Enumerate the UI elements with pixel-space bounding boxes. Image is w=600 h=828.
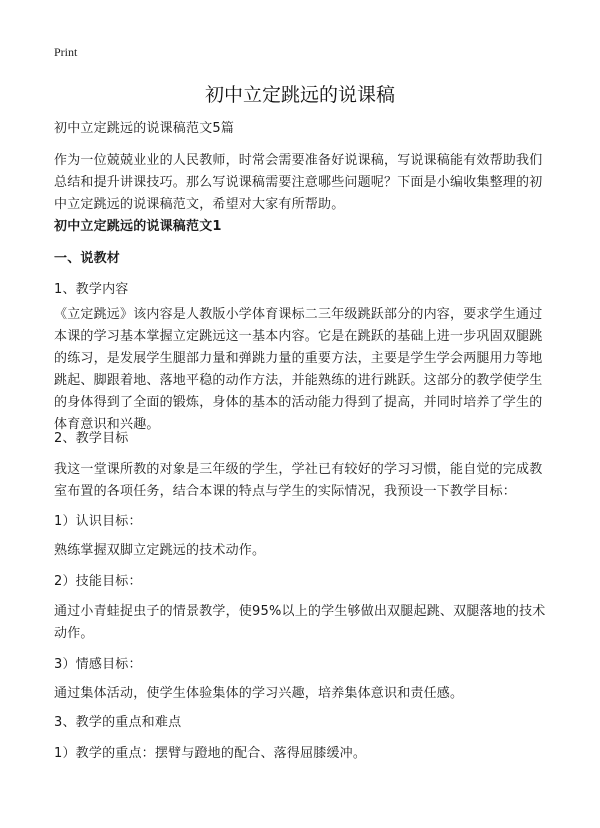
part1-heading: 一、说教材 xyxy=(54,251,121,266)
goal2-heading: 2）技能目标： xyxy=(54,574,142,589)
goal1-heading: 1）认识目标： xyxy=(54,514,142,529)
page-title: 初中立定跳远的说课稿 xyxy=(204,84,395,106)
goal2-paragraph: 通过小青蛙捉虫子的情景教学，使95%以上的学生够做出双腿起跳、双腿落地的技术动作。 xyxy=(54,604,546,641)
document-subtitle: 初中立定跳远的说课稿范文5篇 xyxy=(54,121,235,136)
intro-paragraph: 作为一位兢兢业业的人民教师，时常会需要准备好说课稿，写说课稿能有效帮助我们总结和提升讲课技巧。那么写说课稿需要注意哪些问题呢？下面是小编收集整理的初中立定跳远的说课稿范文，希望对大家有所帮助。 xyxy=(54,153,543,212)
focus-paragraph: 1）教学的重点：摆臂与蹬地的配合、落得屈膝缓冲。 xyxy=(54,746,367,761)
item3-heading: 3、教学的重点和难点 xyxy=(54,715,182,730)
goal1-paragraph: 熟练掌握双脚立定跳远的技术动作。 xyxy=(54,543,266,558)
goal3-paragraph: 通过集体活动，使学生体验集体的学习兴趣，培养集体意识和责任感。 xyxy=(54,686,464,701)
section-heading: 初中立定跳远的说课稿范文1 xyxy=(54,219,222,234)
print-link[interactable]: Print xyxy=(54,45,78,59)
item2-heading: 2、教学目标 xyxy=(54,431,129,446)
item1-paragraph: 《立定跳远》该内容是人教版小学体育课标二三年级跳跃部分的内容，要求学生通过本课的学习基本掌握立定跳远这一基本内容。它是在跳跃的基础上进一步巩固双腿跳的练习，是发展学生腿部力量和弹跳力量的重要方法，主要是学生学会两腿用力等地跳起、脚跟着地、落地平稳的动作方法，并能熟练的进行跳跃。这部分的教学使学生的身体得到了全面的锻炼，身体的基本的活动能力得到了提高，并同时培养了学生的体育意识和兴趣。 xyxy=(54,307,543,432)
goal3-heading: 3）情感目标： xyxy=(54,657,142,672)
item1-heading: 1、教学内容 xyxy=(54,282,129,297)
item2-paragraph: 我这一堂课所教的对象是三年级的学生，学社已有较好的学习习惯，能自觉的完成教室布置的各项任务，结合本课的特点与学生的实际情况，我预设一下教学目标： xyxy=(54,462,543,499)
